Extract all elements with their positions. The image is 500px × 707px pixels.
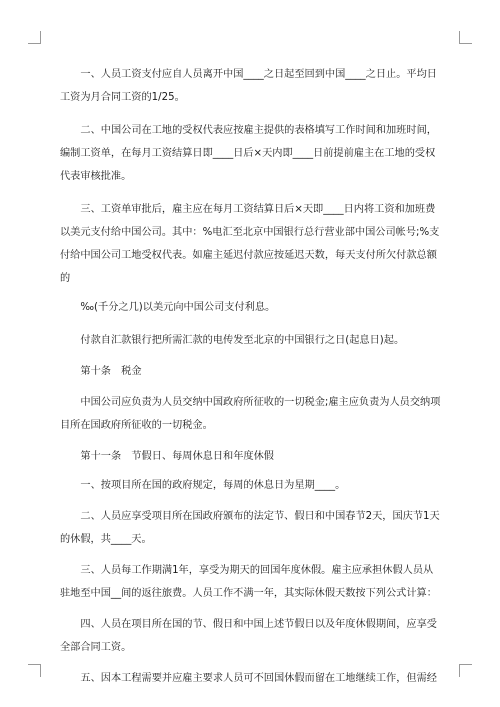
paragraph-7: 一、按项目所在国的政府规定，每周的休息日为星期____。 [80, 480, 346, 491]
paragraph-5: 付款自汇款银行把所需汇款的电传发至北京的中国银行之日(起息日)起。 [80, 335, 405, 346]
crop-mark-top-right [459, 31, 472, 44]
paragraph-11: 五、因本工程需要并应雇主要求人员可不回国休假而留在工地继续工作，但需经 [80, 673, 437, 684]
paragraph-9: 三、人员每工作期满1年，享受为期天的回国年度休假。雇主应承担休假人员从驻地至中国__间的返往旅费。人员工作不满一年，其实际休假天数按下列公式计算： [60, 565, 437, 599]
crop-mark-top-left [28, 31, 41, 44]
document-body [60, 63, 442, 700]
paragraph-1: 一、人员工资支付应自人员离开中国____之日起至回到中国____之日止。平均日工资为月合同工资的1/25。 [60, 69, 437, 103]
crop-mark-bottom-right [459, 664, 472, 677]
paragraph-10: 四、人员在项目所在国的节、假日和中国上述节假日以及年度休假期间，应享受全部合同工资。 [60, 619, 437, 653]
paragraph-6: 中国公司应负责为人员交纳中国政府所征收的一切税金;雇主应负责为人员交纳项目所在国政府所征收的一切税金。 [60, 397, 441, 431]
paragraph-8: 二、人员应享受项目所在国政府颁布的法定节、假日和中国春节2天，国庆节1天的休假，共____天。 [60, 511, 440, 545]
paragraph-4: ‰(千分之几)以美元向中国公司支付利息。 [80, 302, 276, 313]
paragraph-3: 三、工资单审批后，雇主应在每月工资结算日后×天即____日内将工资和加班费以美元支付给中国公司。其中：%电汇至北京中国银行总行营业部中国公司帐号;%支付给中国公司工地受权代表。如雇主延迟付款应按延迟天数，每天支付所欠付款总额的 [60, 204, 440, 284]
crop-mark-bottom-left [28, 664, 41, 677]
paragraph-2: 二、中国公司在工地的受权代表应按雇主提供的表格填写工作时间和加班时间，编制工资单，在每月工资结算日即____日后×天内即____日前提前雇主在工地的受权代表审核批准。 [60, 125, 437, 182]
article-10-heading: 第十条 税金 [80, 366, 142, 377]
article-11-heading: 第十一条 节假日、每周休息日和年度休假 [80, 451, 274, 462]
